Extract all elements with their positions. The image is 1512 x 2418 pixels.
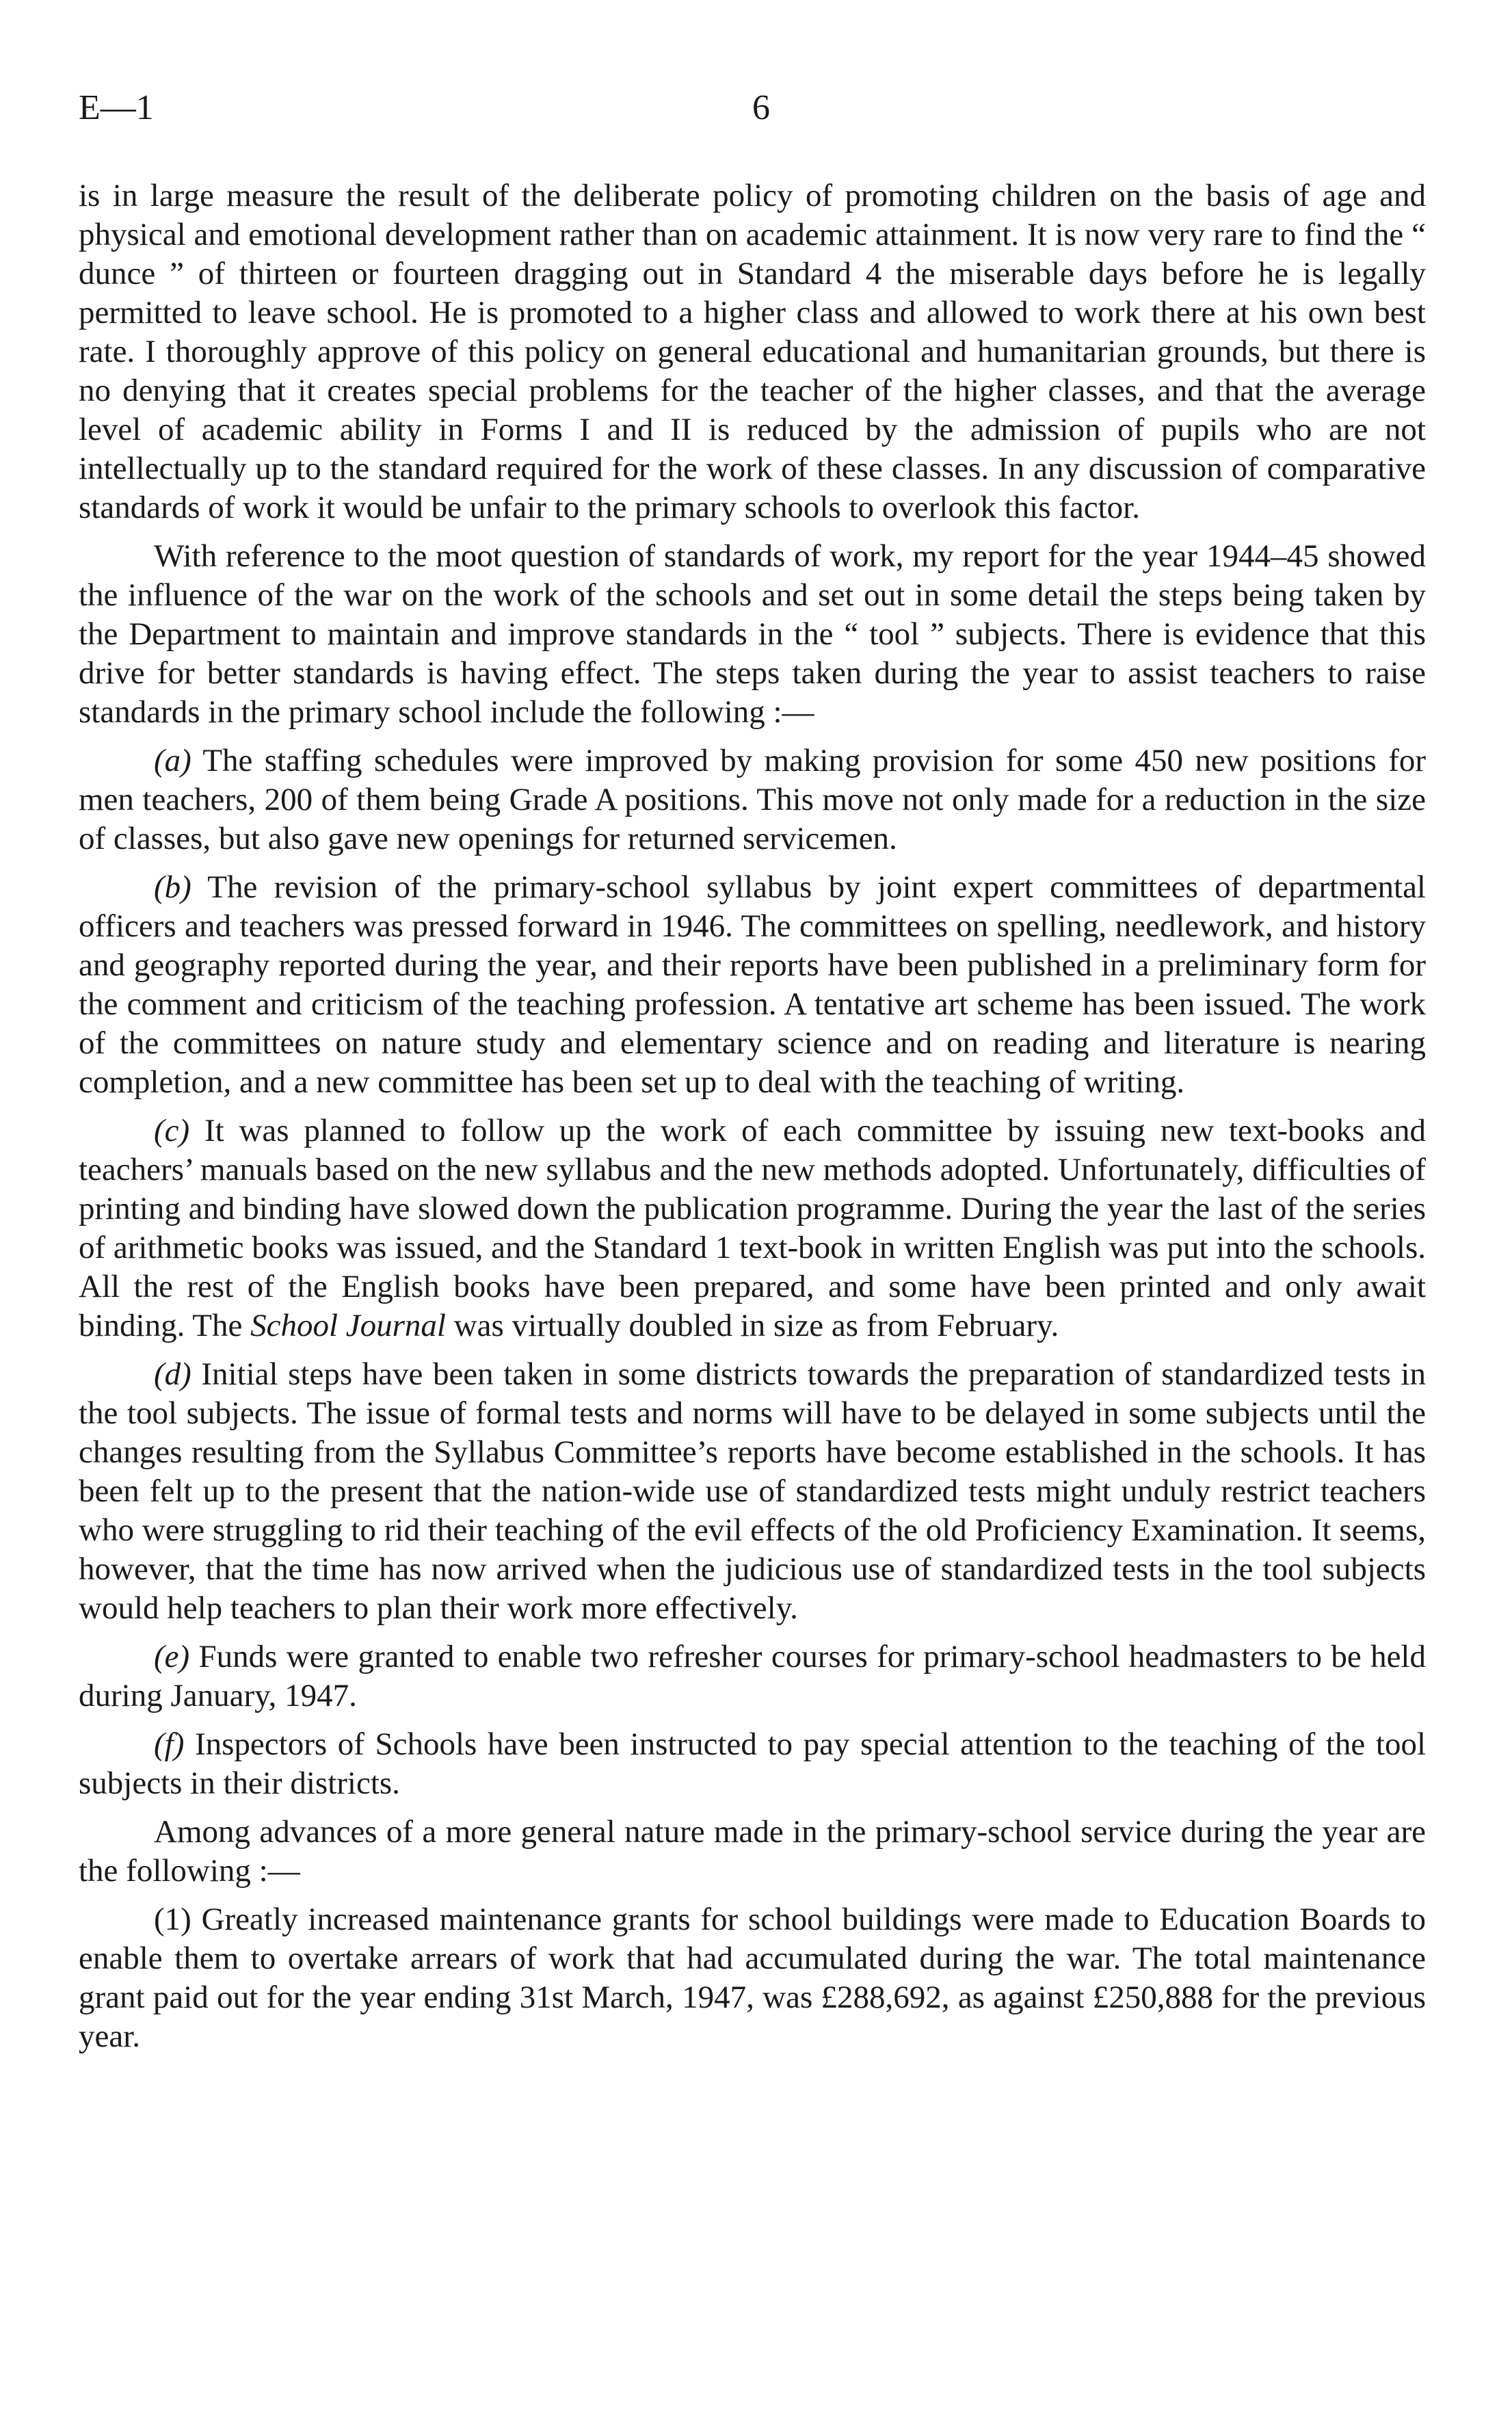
list-label: (a) [154,743,191,778]
paragraph-general-advances: Among advances of a more general nature made in the primary-school service during the year are the following :— [79,1814,1426,1889]
paragraph-standards: With reference to the moot question of standards of work, my report for the year 1944–45 showed the influence of the war on the work of the schools and set out in some detail the steps being taken by the Department to maintain and improve standards in the “ tool ” subjects. There is evidence that this drive for better standards is having effect. The steps taken during the year to assist teachers to raise standards in the primary school include the following :— [79,538,1426,730]
list-label: (b) [154,869,191,905]
list-item-e: (e) Funds were granted to enable two refresher courses for primary-school headmasters to be held during January, 1947. [79,1639,1426,1713]
list-item-d: (d) Initial steps have been taken in some districts towards the preparation of standardized tests in the tool subjects. The issue of formal tests and norms will have to be delayed in some subjects until the changes resulting from the Syllabus Committee’s reports have become established in the schools. It has been felt up to the present that the nation-wide use of standardized tests might unduly restrict teachers who were struggling to rid their teaching of the evil effects of the old Proficiency Examination. It seems, however, that the time has now arrived when the judicious use of standardized tests in the tool subjects would help teachers to plan their work more effectively. [79,1356,1426,1626]
list-item-b: (b) The revision of the primary-school syllabus by joint expert committees of departmental officers and teachers was pressed forward in 1946. The committees on spelling, needlework, and history and geography reported during the year, and their reports have been published in a preliminary form for the comment and criticism of the teaching profession. A tentative art scheme has been issued. The work of the committees on nature study and elementary science and on reading and literature is nearing completion, and a new committee has been set up to deal with the teaching of writing. [79,869,1426,1100]
numbered-item-1: (1) Greatly increased maintenance grants for school buildings were made to Education Boards to enable them to overtake arrears of work that had accumulated during the war. The total maintenance grant paid out for the year ending 31st March, 1947, was £288,692, as against £250,888 for the previous year. [79,1902,1426,2054]
list-item-f: (f) Inspectors of Schools have been instructed to pay special attention to the teaching of the tool subjects in their districts. [79,1726,1426,1801]
publication-title: School Journal [250,1308,446,1343]
report-reference: E—1 [79,88,154,127]
page-header [79,88,1426,135]
list-label: (e) [154,1639,190,1674]
page-body [79,176,1426,2066]
list-label: (d) [154,1356,191,1392]
list-label: (c) [154,1113,190,1148]
list-label: (f) [154,1726,185,1762]
paragraph-continuation: is in large measure the result of the deliberate policy of promoting children on the basis of age and physical and emotional development rather than on academic attainment. It is now very rare to find the “ dunce ” of thirteen or fourteen dragging out in Standard 4 the miserable days before he is legally permitted to leave school. He is promoted to a higher class and allowed to work there at his own best rate. I thoroughly approve of this policy on general educational and humanitarian grounds, but there is no denying that it creates special problems for the teacher of the higher classes, and that the average level of academic ability in Forms I and II is reduced by the admission of pupils who are not intellectually up to the standard required for the work of these classes. In any discussion of comparative standards of work it would be unfair to the primary schools to overlook this factor. [79,178,1426,525]
page-number: 6 [752,88,770,127]
list-item-c: (c) It was planned to follow up the work of each committee by issuing new text-books and teachers’ manuals based on the new syllabus and the new methods adopted. Unfortunately, difficulties of printing and binding have slowed down the publication programme. During the year the last of the series of arithmetic books was issued, and the Standard 1 text-book in written English was put into the schools. All the rest of the English books have been prepared, and some have been printed and only await binding. The School Journal was virtually doubled in size as from February. [79,1113,1426,1343]
list-item-a: (a) The staffing schedules were improved by making provision for some 450 new positions for men teachers, 200 of them being Grade A positions. This move not only made for a reduction in the size of classes, but also gave new openings for returned servicemen. [79,743,1426,856]
